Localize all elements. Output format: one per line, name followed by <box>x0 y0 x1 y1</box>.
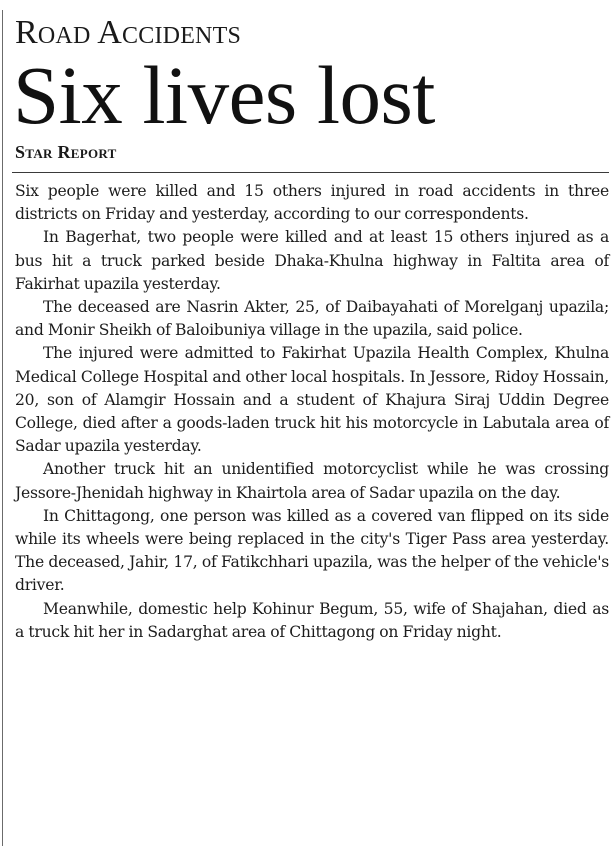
article-byline: Star Report <box>15 142 117 162</box>
article-paragraph: Six people were killed and 15 others injured in road accidents in three districts on Friday and yesterday, according to our correspondents. <box>15 182 609 224</box>
article-paragraph: Meanwhile, domestic help Kohinur Begum, 55, wife of Shajahan, died as a truck hit her in Sadarghat area of Chittagong on Friday night. <box>15 599 609 641</box>
column-rule <box>2 10 3 846</box>
article-paragraph: Another truck hit an unidentified motorcyclist while he was crossing Jessore-Jhenidah highway in Khairtola area of Sadar upazila on the day. <box>15 460 609 502</box>
byline-divider <box>12 172 609 173</box>
article-kicker: Road Accidents <box>15 14 241 51</box>
article-headline: Six lives lost <box>13 49 435 141</box>
article-paragraph: The deceased are Nasrin Akter, 25, of Daibayahati of Morelganj upazila; and Monir Sheikh of Baloibuniya village in the upazila, said police. <box>15 298 609 340</box>
article-body <box>15 180 609 644</box>
article-paragraph: The injured were admitted to Fakirhat Upazila Health Complex, Khulna Medical College Hospital and other local hospitals. In Jessore, Ridoy Hossain, 20, son of Alamgir Hossain and a student of Khajura Siraj Uddin Degree College, died after a goods-laden truck hit his motorcycle in Labutala area of Sadar upazila yesterday. <box>15 344 609 456</box>
article-paragraph: In Chittagong, one person was killed as a covered van flipped on its side while its wheels were being replaced in the city's Tiger Pass area yesterday. The deceased, Jahir, 17, of Fatikchhari upazila, was the helper of the vehicle's driver. <box>15 506 609 595</box>
article-paragraph: In Bagerhat, two people were killed and at least 15 others injured as a bus hit a truck parked beside Dhaka-Khulna highway in Faltita area of Fakirhat upazila yesterday. <box>15 228 609 293</box>
